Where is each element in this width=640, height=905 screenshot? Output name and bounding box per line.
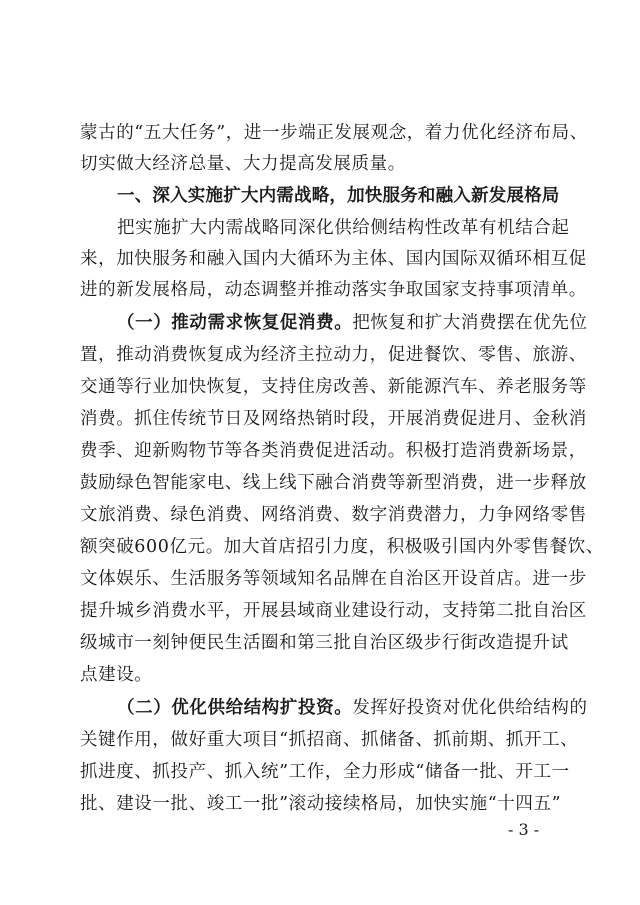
body-line: 来，加快服务和融入国内大循环为主体、国内国际双循环相互促	[80, 249, 587, 269]
body-line: 把实施扩大内需战略同深化供给侧结构性改革有机结合起	[117, 218, 570, 238]
body-line: 鼓励绿色智能家电、线上线下融合消费等新型消费，进一步释放	[80, 473, 587, 493]
body-line: 关键作用，做好重大项目“抓招商、抓储备、抓前期、抓开工、	[80, 730, 579, 750]
body-line: 进的新发展格局，动态调整并推动落实争取国家支持事项清单。	[80, 280, 587, 300]
body-line: 额突破600亿元。加大首店招引力度，积极吸引国内外零售餐饮、	[80, 537, 604, 557]
body-line: 提升城乡消费水平，开展县域商业建设行动，支持第二批自治区	[80, 601, 587, 621]
subsection-heading: （二）优化供给结构扩投资。	[117, 698, 353, 718]
body-line: 费季、迎新购物节等各类消费促进活动。积极打造消费新场景，	[80, 441, 587, 461]
section-heading: 一、深入实施扩大内需战略，加快服务和融入新发展格局	[117, 186, 560, 206]
body-line: 抓进度、抓投产、抓入统”工作，全力形成“储备一批、开工一	[80, 762, 570, 782]
body-line: 文旅消费、绿色消费、网络消费、数字消费潜力，力争网络零售	[80, 505, 587, 525]
body-line: 交通等行业加快恢复，支持住房改善、新能源汽车、养老服务等	[80, 377, 587, 397]
subsection-line: （一）推动需求恢复促消费。把恢复和扩大消费摆在优先位	[117, 313, 588, 333]
subsection-heading: （一）推动需求恢复促消费。	[117, 313, 353, 333]
page-number: - 3 -	[508, 820, 540, 839]
body-line: 点建设。	[80, 665, 153, 685]
body-line: 切实做大经济总量、大力提高发展质量。	[80, 154, 406, 174]
subsection-line: （二）优化供给结构扩投资。发挥好投资对优化供给结构的	[117, 698, 588, 718]
body-line: 批、建设一批、竣工一批”滚动接续格局，加快实施“十四五”	[80, 794, 562, 814]
body-line: 文体娱乐、生活服务等领域知名品牌在自治区开设首店。进一步	[80, 569, 587, 589]
body-line: 置，推动消费恢复成为经济主拉动力，促进餐饮、零售、旅游、	[80, 345, 587, 365]
body-line: 级城市一刻钟便民生活圈和第三批自治区级步行街改造提升试	[80, 633, 569, 653]
body-line: 蒙古的“五大任务”，进一步端正发展观念，着力优化经济布局、	[80, 123, 588, 143]
body-line: 消费。抓住传统节日及网络热销时段，开展消费促进月、金秋消	[80, 409, 587, 429]
